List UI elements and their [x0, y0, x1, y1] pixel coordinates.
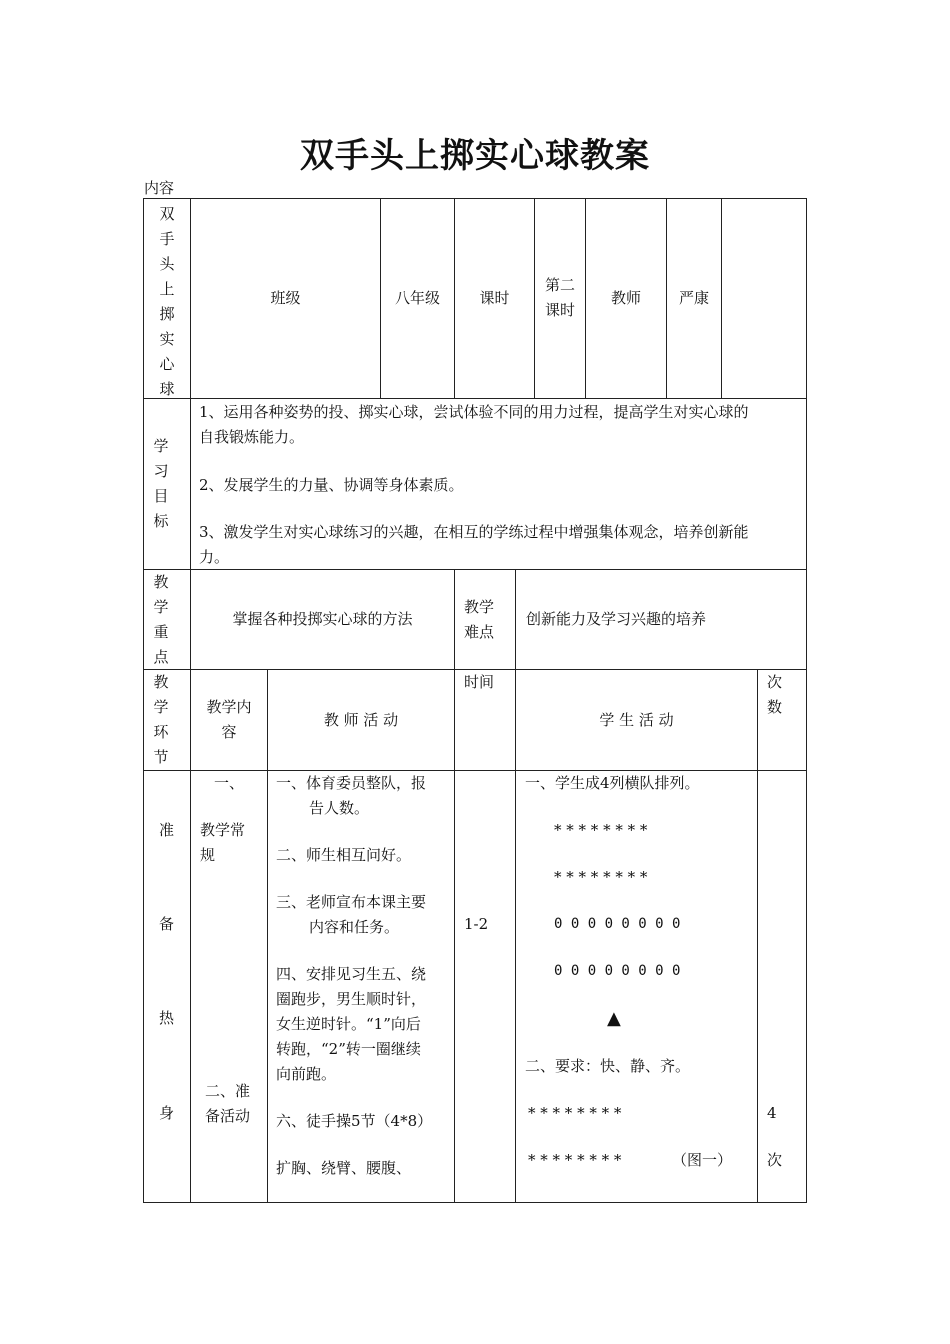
objectives-label: [150, 434, 172, 534]
topic-char: 球: [159, 380, 175, 398]
key-char: 教: [153, 573, 169, 591]
content-item-1: [200, 818, 245, 868]
teacher-line: 向前跑。: [276, 1065, 337, 1083]
teacher-activity-list: [276, 771, 432, 1181]
student-requirement: 二、要求：快、静、齐。: [525, 1057, 691, 1075]
teacher-position-marker: ▲: [607, 1008, 621, 1029]
key-point-label: [150, 570, 172, 670]
topic-char: 双: [159, 205, 175, 223]
teacher-line: 转跑，“2”转一圈继续: [276, 1040, 421, 1058]
teacher-line: 一、体育委员整队，报: [276, 774, 427, 792]
topic-char: 上: [159, 280, 175, 298]
content-item-2: [205, 1079, 250, 1129]
key-char: 学: [153, 598, 169, 616]
key-char: 重: [153, 623, 169, 641]
stage-char: 节: [153, 748, 169, 766]
objective-1: [199, 400, 749, 450]
student-activity-header: 学 生 活 动: [599, 711, 674, 729]
count-header-line: 数: [767, 698, 783, 716]
content-header-line: 教学内: [206, 698, 252, 716]
count-header-line: 次: [767, 673, 783, 691]
topic-char: 实: [159, 330, 175, 348]
topic-char: 掷: [159, 305, 175, 323]
class-value: 八年级: [394, 289, 440, 307]
objective-1-line: 自我锻炼能力。: [199, 428, 305, 446]
stage-char: 教: [153, 673, 169, 691]
count-value: 4: [767, 1104, 777, 1122]
lesson-value-line: 第二: [544, 276, 575, 294]
objectives-char: 标: [153, 512, 169, 530]
content-item-2-line: 备活动: [205, 1107, 251, 1125]
time-header: 时间: [464, 673, 495, 691]
figure-label: （图一）: [672, 1151, 733, 1169]
count-unit: 次: [767, 1151, 783, 1169]
formation-row: 0 0 0 0 0 0 0 0: [554, 916, 681, 932]
objective-3-line: 力。: [199, 548, 230, 566]
content-label: 内容: [144, 179, 175, 197]
objective-3: [199, 520, 749, 570]
stage-label: [150, 670, 172, 770]
lesson-label: 课时: [479, 289, 510, 307]
formation-row: * * * * * * * *: [554, 821, 648, 839]
student-line-1: 一、学生成4列横队排列。: [525, 774, 700, 792]
teacher-line: 三、老师宣布本课主要: [276, 893, 427, 911]
difficulty-label: [464, 595, 494, 645]
stage-char-warm: 热: [159, 1009, 175, 1027]
content-item-2-line: 二、准: [205, 1082, 251, 1100]
content-item-1-line: 教学常: [200, 821, 246, 839]
content-item-1-line: 规: [200, 846, 216, 864]
count-header: [767, 670, 782, 720]
topic-char: 手: [159, 230, 175, 248]
teacher-line: 圈跑步，男生顺时针，: [276, 990, 427, 1008]
page-title: 双手头上掷实心球教案: [300, 136, 650, 176]
objective-1-line: 1、运用各种姿势的投、掷实心球，尝试体验不同的用力过程，提高学生对实心球的: [199, 403, 749, 421]
stage-char: 环: [153, 723, 169, 741]
teacher-line: 二、师生相互问好。: [276, 846, 412, 864]
stage-char: 学: [153, 698, 169, 716]
teacher-line: 四、安排见习生五、绕: [276, 965, 427, 983]
objective-3-line: 3、激发学生对实心球练习的兴趣，在相互的学练过程中增强集体观念，培养创新能: [199, 523, 749, 541]
class-label: 班级: [270, 289, 301, 307]
teacher-line: 六、徒手操5节（4*8）: [276, 1112, 433, 1130]
formation-row: * * * * * * * *: [528, 1104, 622, 1122]
time-value: 1-2: [464, 915, 489, 933]
formation-row: * * * * * * * *: [554, 868, 648, 886]
stage-char-ready: 备: [159, 915, 175, 933]
difficulty-label-line: 教学: [464, 598, 495, 616]
lesson-value-line: 课时: [544, 301, 575, 319]
objectives-char: 习: [153, 462, 169, 480]
teacher-line: 内容和任务。: [309, 918, 400, 936]
teacher-line: 女生逆时针。“1”向后: [276, 1015, 421, 1033]
content-header: [191, 695, 267, 745]
lesson-value: [535, 273, 585, 323]
teacher-activity-header: 教 师 活 动: [323, 711, 399, 729]
teacher-line: 扩胸、绕臂、腰腹、: [276, 1159, 412, 1177]
difficulty-label-line: 难点: [464, 623, 495, 641]
key-point-value: 掌握各种投掷实心球的方法: [232, 610, 413, 628]
difficulty-value: 创新能力及学习兴趣的培养: [526, 610, 707, 628]
content-item-1-num: 一、: [214, 774, 245, 792]
objectives-char: 目: [153, 487, 169, 505]
stage-char-prepare: 准: [159, 821, 175, 839]
content-header-line: 容: [221, 723, 237, 741]
topic-vertical: [150, 202, 184, 402]
topic-char: 心: [159, 355, 175, 373]
objective-2: 2、发展学生的力量、协调等身体素质。: [199, 476, 464, 494]
formation-row: * * * * * * * *: [528, 1151, 622, 1169]
topic-char: 头: [159, 255, 175, 273]
stage-char-body: 身: [159, 1104, 175, 1122]
objectives-char: 学: [153, 437, 169, 455]
teacher-line: 告人数。: [309, 799, 370, 817]
formation-row: 0 0 0 0 0 0 0 0: [554, 963, 681, 979]
teacher-value: 严康: [679, 289, 710, 307]
key-char: 点: [153, 648, 169, 666]
teacher-label: 教师: [610, 289, 641, 307]
